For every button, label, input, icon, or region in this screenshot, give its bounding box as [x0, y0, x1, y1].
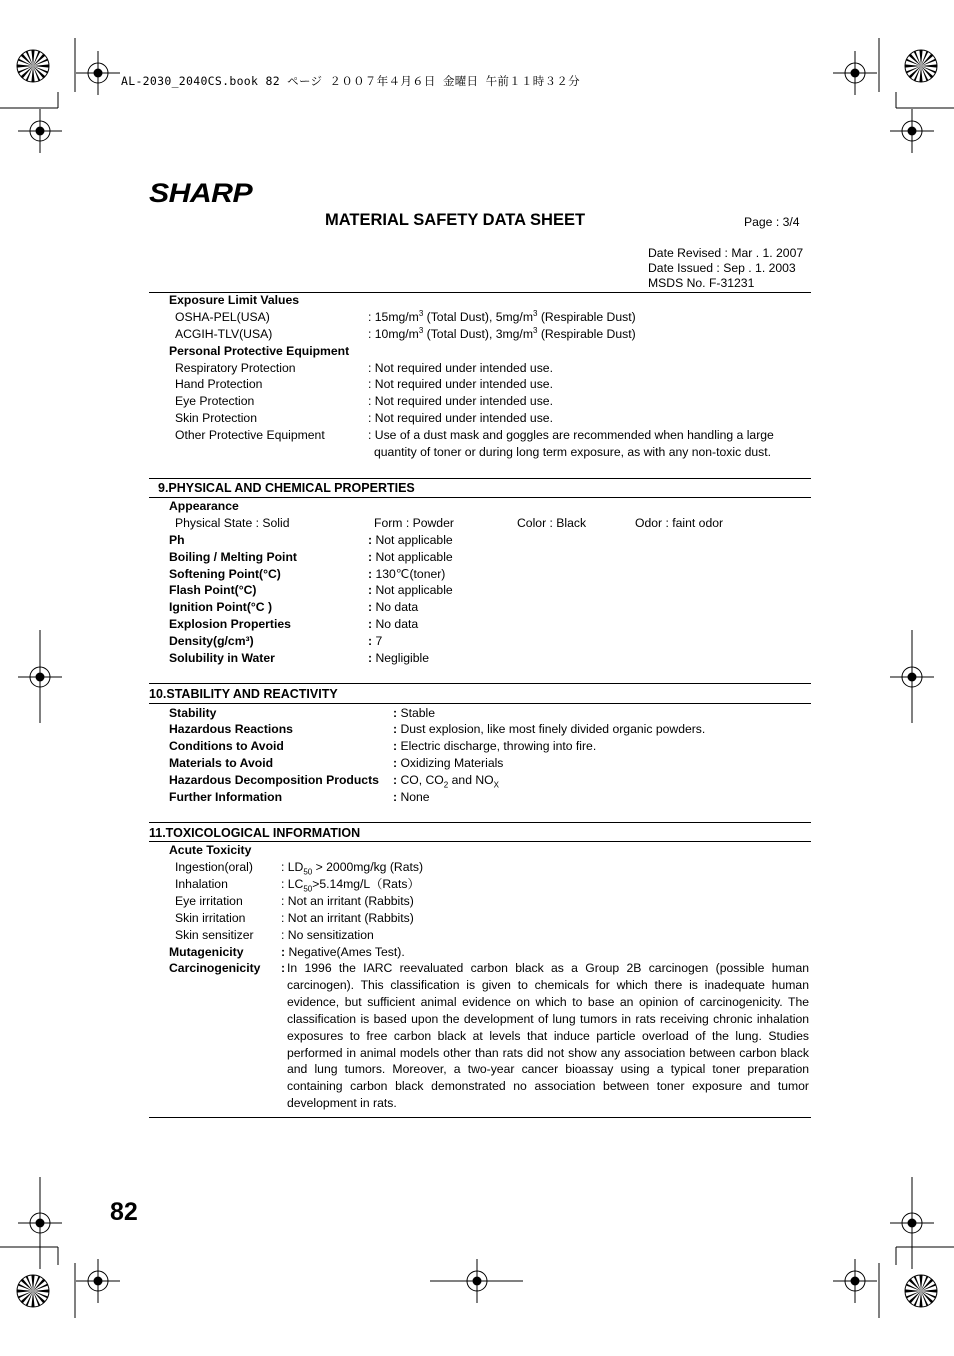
divider [149, 478, 811, 479]
physical-state: Physical State : Solid [175, 516, 290, 530]
ppe-label: Eye Protection [175, 394, 255, 408]
mutagenicity-value: : Negative(Ames Test). [281, 945, 405, 959]
divider [149, 1117, 811, 1118]
tox-label: Eye irritation [175, 894, 243, 908]
property-label: Ignition Point(°C ) [169, 600, 273, 614]
stability-label: Conditions to Avoid [169, 739, 284, 753]
carcinogenicity-label: Carcinogenicity [169, 961, 261, 975]
book-header: AL-2030_2040CS.book 82 ページ ２００７年４月６日 金曜日 午前１１時３２分 [121, 74, 580, 88]
property-value: : 7 [368, 634, 383, 648]
divider [149, 822, 811, 823]
osha-label: OSHA-PEL(USA) [175, 310, 270, 324]
divider [149, 703, 811, 704]
property-value: : No data [368, 600, 419, 614]
stability-value: : Oxidizing Materials [393, 756, 504, 770]
stability-value: : Dust explosion, like most finely divided organic powders. [393, 722, 706, 736]
mutagenicity-label: Mutagenicity [169, 945, 244, 959]
property-label: Ph [169, 533, 185, 547]
section-11-title: 11.TOXICOLOGICAL INFORMATION [149, 826, 361, 840]
property-label: Density(g/cm³) [169, 634, 254, 648]
page-indicator: Page : 3/4 [744, 215, 800, 229]
ppe-value: : Not required under intended use. [368, 361, 553, 375]
stability-value: : Stable [393, 706, 436, 720]
divider [149, 497, 811, 498]
property-value: : Not applicable [368, 533, 453, 547]
stability-label: Materials to Avoid [169, 756, 274, 770]
stability-label: Stability [169, 706, 217, 720]
decomposition-label: Hazardous Decomposition Products [169, 773, 379, 787]
document-title: MATERIAL SAFETY DATA SHEET [325, 211, 586, 229]
ppe-value: : Not required under intended use. [368, 377, 553, 391]
tox-label: Skin sensitizer [175, 928, 254, 942]
carcinogenicity-colon: : [281, 961, 286, 975]
property-value: : Not applicable [368, 583, 453, 597]
tox-label: Inhalation [175, 877, 228, 891]
page-number: 82 [110, 1198, 138, 1226]
property-label: Solubility in Water [169, 651, 275, 665]
date-issued: Date Issued : Sep . 1. 2003 [648, 261, 796, 275]
property-value: : Negligible [368, 651, 429, 665]
color: Color : Black [517, 516, 587, 530]
msds-number: MSDS No. F-31231 [648, 276, 755, 290]
ppe-label: Skin Protection [175, 411, 257, 425]
acgih-value: : $10mg/m^3$ (Total Dust), $3mg/m^3$ (Respirable Dust) [368, 325, 636, 341]
tox-value: : No sensitization [281, 928, 374, 942]
property-value: : Not applicable [368, 550, 453, 564]
osha-value: : $15mg/m^3$ (Total Dust), $5mg/m^3$ (Respirable Dust) [368, 308, 636, 324]
divider [149, 683, 811, 684]
ppe-label: Hand Protection [175, 377, 263, 391]
tox-value: : $LC_{50}>5.14mg/L(Rats)$ [281, 877, 420, 894]
property-label: Boiling / Melting Point [169, 550, 297, 564]
appearance-heading: Appearance [169, 499, 239, 513]
ppe-value: : Not required under intended use. [368, 394, 553, 408]
decomposition-value: : CO, $CO_2$ and $NO_X$ [393, 773, 499, 790]
tox-value: : Not an irritant (Rabbits) [281, 911, 414, 925]
carcinogenicity-text: In 1996 the IARC reevaluated carbon black as a Group 2B carcinogen (possible human carcinogen). This classification is given to chemicals for which there is inadequate human evidence, but sufficient animal evidence on which to base an opinion of carcinogenicity. The classification is based upon the development of lung tumors in rats receiving chronic inhalation exposures to free carbon black at levels that induce particle overload of the lung. Studies performed in animal models other than rats did not show any association between carbon black and lung tumors. Moreover, a two-year cancer bioassay using a typical toner preparation containing carbon black demonstrated no association between toner exposure and tumor development in rats. [287, 961, 809, 1111]
ppe-value: : Not required under intended use. [368, 411, 553, 425]
property-label: Softening Point(°C) [169, 567, 281, 581]
exposure-heading: Exposure Limit Values [169, 293, 300, 307]
acgih-label: ACGIH-TLV(USA) [175, 327, 273, 341]
ppe-value-continued: quantity of toner or during long term exposure, as with any non-toxic dust. [374, 445, 771, 459]
property-label: Flash Point(°C) [169, 583, 257, 597]
further-info-label: Further Information [169, 790, 283, 804]
property-label: Explosion Properties [169, 617, 291, 631]
date-revised: Date Revised : Mar . 1. 2007 [648, 246, 804, 260]
ppe-label: Other Protective Equipment [175, 428, 325, 442]
acute-toxicity-heading: Acute Toxicity [169, 843, 252, 857]
odor: Odor : faint odor [635, 516, 724, 530]
further-info-value: : None [393, 790, 430, 804]
ppe-heading: Personal Protective Equipment [169, 344, 350, 358]
sharp-logo: SHARP [149, 178, 253, 208]
stability-label: Hazardous Reactions [169, 722, 293, 736]
property-value: : No data [368, 617, 419, 631]
tox-label: Ingestion(oral) [175, 860, 253, 874]
form: Form : Powder [374, 516, 454, 530]
section-9-title: 9.PHYSICAL AND CHEMICAL PROPERTIES [158, 481, 415, 495]
section-10-title: 10.STABILITY AND REACTIVITY [149, 687, 338, 701]
stability-value: : Electric discharge, throwing into fire. [393, 739, 597, 753]
ppe-label: Respiratory Protection [175, 361, 296, 375]
tox-value: : $LD_{50} > 2000mg/kg$ (Rats) [281, 860, 424, 877]
ppe-value: : Use of a dust mask and goggles are recommended when handling a large [368, 428, 774, 442]
property-value: : 130℃(toner) [368, 567, 446, 581]
tox-value: : Not an irritant (Rabbits) [281, 894, 414, 908]
tox-label: Skin irritation [175, 911, 246, 925]
